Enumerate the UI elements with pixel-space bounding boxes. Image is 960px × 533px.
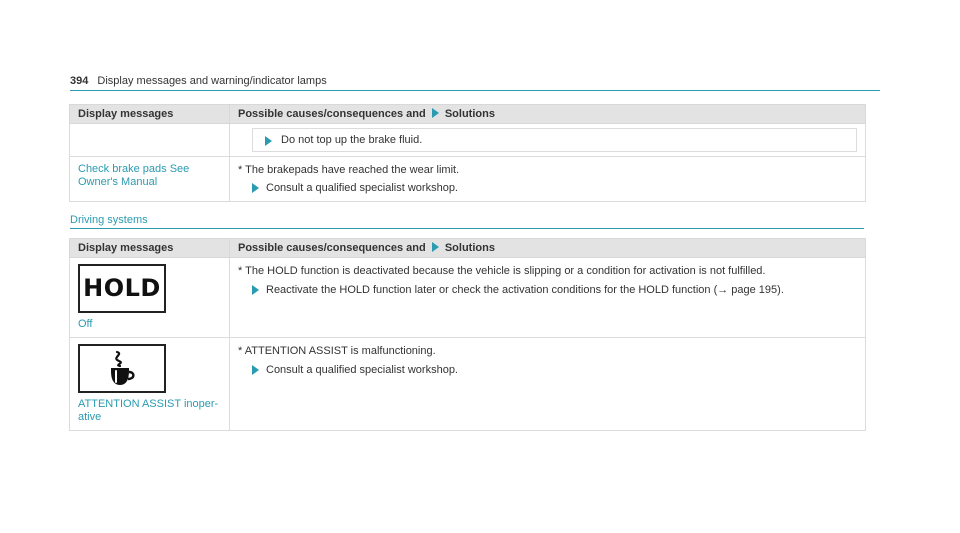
display-message-cell	[70, 157, 230, 202]
cause-solution-cell	[230, 258, 866, 338]
hold-indicator-icon	[78, 264, 166, 313]
table-row	[70, 157, 866, 202]
solution-text: Reactivate the HOLD function later or check the activation conditions for the HOLD function (→ page 195).	[266, 284, 784, 296]
empty-message-cell	[70, 124, 230, 157]
coffee-cup-icon	[78, 344, 166, 393]
solution-line	[238, 363, 857, 377]
arrow-icon	[265, 136, 272, 146]
cause-text: * The HOLD function is deactivated because the vehicle is slipping or a condition for activation is not fulfilled.	[238, 265, 766, 277]
causes-header-label: Possible causes/consequences and	[238, 108, 426, 120]
cause-solution-cell	[230, 338, 866, 431]
solution-text: Consult a qualified specialist workshop.	[266, 364, 458, 376]
column-header-display-messages: Display messages	[70, 105, 230, 124]
solution-cell	[230, 124, 866, 157]
display-message-line2: ative	[78, 411, 102, 423]
column-header-causes	[230, 239, 866, 258]
hold-indicator-text: HOLD	[83, 274, 161, 302]
table-header-row	[70, 239, 866, 258]
column-header-causes	[230, 105, 866, 124]
cause-solution-cell	[230, 157, 866, 202]
arrow-icon	[432, 242, 439, 252]
causes-header-label: Possible causes/consequences and	[238, 242, 426, 254]
solution-line	[238, 181, 857, 195]
page-header	[70, 75, 880, 89]
table-row	[70, 258, 866, 338]
page-number: 394	[70, 75, 89, 87]
table-row	[70, 124, 866, 157]
section-title: Driving systems	[70, 214, 148, 226]
arrow-icon	[252, 365, 259, 375]
section-divider	[70, 228, 864, 229]
display-message-cell	[70, 258, 230, 338]
brake-messages-table	[69, 104, 866, 202]
solution-text: Do not top up the brake fluid.	[281, 134, 423, 146]
solutions-header-label: Solutions	[444, 108, 495, 120]
driving-systems-table	[69, 238, 866, 431]
header-divider	[70, 90, 880, 91]
arrow-icon	[252, 285, 259, 295]
display-message-cell	[70, 338, 230, 431]
column-header-display-messages: Display messages	[70, 239, 230, 258]
solution-text: Consult a qualified specialist workshop.	[266, 182, 458, 194]
solutions-header-label: Solutions	[444, 242, 495, 254]
page-header-title: Display messages and warning/indicator lamps	[97, 75, 327, 87]
display-message-text: Check brake pads See Owner's Manual	[78, 163, 190, 188]
table-header-row	[70, 105, 866, 124]
arrow-icon	[252, 183, 259, 193]
solution-line	[238, 283, 857, 297]
arrow-icon	[432, 108, 439, 118]
solution-note	[252, 128, 857, 152]
display-message-text: Off	[78, 318, 93, 330]
table-row	[70, 338, 866, 431]
cause-text: * The brakepads have reached the wear limit.	[238, 164, 460, 176]
display-message-line1: ATTENTION ASSIST inoper-	[78, 398, 219, 410]
cause-text: * ATTENTION ASSIST is malfunctioning.	[238, 345, 436, 357]
